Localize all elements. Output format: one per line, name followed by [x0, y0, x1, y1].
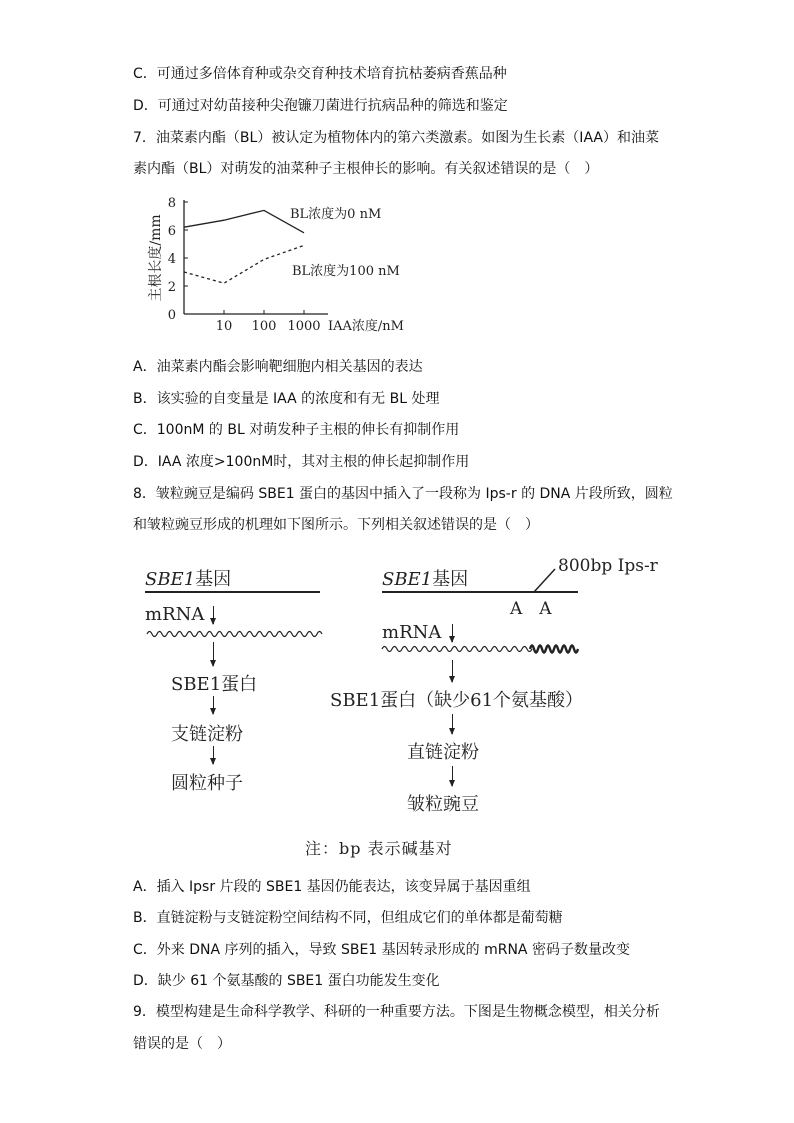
q9-stem-line1: 9．模型构建是生命科学教学、科研的一种重要方法。下图是生物概念模型，相关分析 [133, 1004, 660, 1020]
right-seed-label: 皱粒豌豆 [407, 794, 479, 815]
q7-chart [140, 190, 430, 340]
q6-option-c: C．可通过多倍体育种或杂交育种技术培育抗枯萎病香蕉品种 [133, 66, 507, 82]
right-starch-label: 直链淀粉 [407, 742, 479, 763]
q8-option-a: A．插入 Ipsr 片段的 SBE1 基因仍能表达，该变异属于基因重组 [133, 879, 531, 895]
right-arrow-mrna-to-protein [452, 660, 453, 682]
x-tick-label: 100 [251, 319, 277, 334]
y-tick-label: 4 [167, 252, 176, 267]
right-arrow-protein-to-starch [452, 714, 453, 734]
q7-option-a: A．油菜素内酯会影响靶细胞内相关基因的表达 [133, 359, 423, 375]
right-gene-italic: SBE1 [382, 569, 433, 590]
q8-option-b: B．直链淀粉与支链淀粉空间结构不同，但组成它们的单体都是葡萄糖 [133, 910, 563, 926]
q7-option-d: D．IAA 浓度>100nM时，其对主根的伸长起抑制作用 [133, 454, 470, 470]
left-arrow-gene-to-mrna [213, 606, 214, 624]
q7-stem-line1: 7．油菜素内酯（BL）被认定为植物体内的第六类激素。如图为生长素（IAA）和油菜 [133, 130, 659, 146]
left-mrna-label: mRNA [145, 604, 205, 625]
q7-option-b: B．该实验的自变量是 IAA 的浓度和有无 BL 处理 [133, 391, 440, 407]
left-gene-rest: 基因 [195, 569, 232, 590]
left-arrow-protein-to-starch [213, 696, 214, 714]
x-tick-label: 1000 [287, 319, 321, 334]
series-label-2: BL浓度为100 nM [292, 264, 400, 279]
right-gene-label [382, 565, 468, 591]
q7-option-c: C．100nM 的 BL 对萌发种子主根的伸长有抑制作用 [133, 422, 460, 438]
q6-option-d: D．可通过对幼苗接种尖孢镰刀菌进行抗病品种的筛选和鉴定 [133, 98, 508, 114]
left-mrna-wave [145, 628, 323, 640]
right-mrna-label: mRNA [382, 622, 442, 643]
y-tick-label: 8 [167, 196, 176, 211]
diagram-note: 注：bp 表示碱基对 [305, 839, 453, 858]
q8-stem-line1: 8．皱粒豌豆是编码 SBE1 蛋白的基因中插入了一段称为 Ips-r 的 DNA 片段所致，圆粒 [133, 486, 673, 502]
right-gene-rest: 基因 [432, 569, 469, 590]
insert-pointer-line [528, 566, 558, 594]
series-line-2 [184, 245, 304, 283]
left-arrow-mrna-to-protein [213, 642, 214, 666]
x-axis-label: IAA浓度/nM [328, 319, 404, 334]
right-arrow-starch-to-seed [452, 766, 453, 786]
left-seed-label: 圆粒种子 [171, 773, 243, 794]
q7-stem-line2: 素内酯（BL）对萌发的油菜种子主根伸长的影响。有关叙述错误的是（ ） [133, 161, 599, 177]
left-starch-label: 支链淀粉 [171, 724, 243, 745]
left-gene-line [145, 591, 320, 593]
y-tick-label: 2 [167, 280, 176, 295]
left-arrow-starch-to-seed [213, 746, 214, 764]
q9-stem-line2: 错误的是（ ） [133, 1036, 231, 1052]
series-line-1 [184, 210, 304, 232]
left-protein-label: SBE1蛋白 [171, 674, 258, 695]
right-mrna-wave [380, 640, 580, 658]
q8-option-d: D．缺少 61 个氨基酸的 SBE1 蛋白功能发生变化 [133, 973, 440, 989]
right-protein-label: SBE1蛋白（缺少61个氨基酸） [330, 690, 584, 711]
insert-label: 800bp Ips-r [558, 556, 658, 576]
left-gene-label [145, 565, 231, 591]
left-gene-italic: SBE1 [145, 569, 196, 590]
x-tick-label: 10 [215, 319, 233, 334]
y-tick-label: 0 [167, 308, 176, 323]
insert-site-marks: A A [510, 599, 552, 619]
q8-stem-line2: 和皱粒豌豆形成的机理如下图所示。下列相关叙述错误的是（ ） [133, 517, 539, 533]
y-axis-label: 主根长度/mm [148, 214, 164, 302]
series-label-1: BL浓度为0 nM [290, 207, 382, 222]
q8-option-c: C．外来 DNA 序列的插入，导致 SBE1 基因转录形成的 mRNA 密码子数量改变 [133, 942, 630, 958]
y-tick-label: 6 [167, 224, 176, 239]
